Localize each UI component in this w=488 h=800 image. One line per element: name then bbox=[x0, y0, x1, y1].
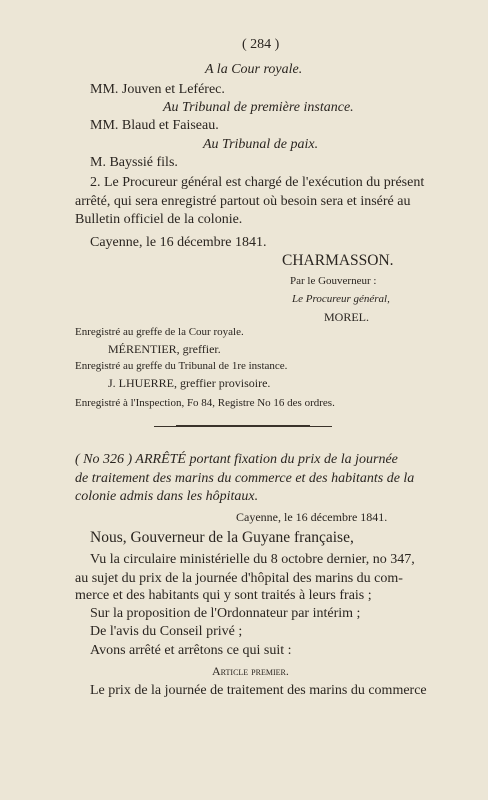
m-peace-name: M. Bayssié fils. bbox=[90, 155, 178, 170]
greffier-merentier: MÉRENTIER, greffier. bbox=[108, 342, 221, 356]
decree-326-title-line-1: ( No 326 ) ARRÊTÉ portant fixation du prix de la journée bbox=[75, 452, 398, 467]
tribunal-peace-label: Au Tribunal de paix. bbox=[203, 137, 319, 152]
decree-325-date: Cayenne, le 16 décembre 1841. bbox=[90, 235, 267, 250]
procureur-title: Le Procureur général, bbox=[292, 293, 390, 305]
vu-line-2: au sujet du prix de la journée d'hôpital des marins du com- bbox=[75, 571, 403, 586]
page-number: ( 284 ) bbox=[242, 37, 280, 52]
article-2-line-1: 2. Le Procureur général est chargé de l'exécution du présent bbox=[90, 175, 425, 190]
procureur-name: MOREL. bbox=[324, 310, 369, 324]
article-premier-heading: Article premier. bbox=[212, 664, 289, 678]
article-2-line-3: Bulletin officiel de la colonie. bbox=[75, 212, 243, 227]
decree-326-title-line-2: de traitement des marins du commerce et des habitants de la bbox=[75, 471, 415, 486]
avons-line: Avons arrêté et arrêtons ce qui suit : bbox=[90, 643, 292, 658]
court-royal-label: A la Cour royale. bbox=[205, 62, 303, 77]
nous-gouverneur: Nous, Gouverneur de la Guyane française, bbox=[90, 529, 354, 546]
registration-tribunal: Enregistré au greffe du Tribunal de 1re instance. bbox=[75, 360, 288, 372]
greffier-lhuerre: J. LHUERRE, greffier provisoire. bbox=[108, 376, 271, 390]
decree-326-title-line-3: colonie admis dans les hôpitaux. bbox=[75, 489, 259, 504]
registration-inspection: Enregistré à l'Inspection, Fo 84, Registre No 16 des ordres. bbox=[75, 397, 335, 409]
article-2-line-2: arrêté, qui sera enregistré partout où besoin sera et inséré au bbox=[75, 194, 411, 209]
section-divider bbox=[176, 425, 310, 427]
tribunal-first-label: Au Tribunal de première instance. bbox=[163, 100, 354, 115]
proposition-line: Sur la proposition de l'Ordonnateur par intérim ; bbox=[90, 606, 361, 621]
decree-326-date: Cayenne, le 16 décembre 1841. bbox=[236, 510, 388, 524]
mm-tribunal-names: MM. Blaud et Faiseau. bbox=[90, 118, 219, 133]
article-1-line-1: Le prix de la journée de traitement des marins du commerce bbox=[90, 683, 427, 698]
vu-line-3: merce et des habitants qui y sont traités à leurs frais ; bbox=[75, 588, 372, 603]
registration-cour-royale: Enregistré au greffe de la Cour royale. bbox=[75, 326, 244, 338]
signatory-name: CHARMASSON. bbox=[282, 252, 394, 269]
par-le-gouverneur: Par le Gouverneur : bbox=[290, 275, 377, 287]
mm-court-names: MM. Jouven et Leférec. bbox=[90, 82, 225, 97]
avis-line: De l'avis du Conseil privé ; bbox=[90, 624, 243, 639]
vu-line-1: Vu la circulaire ministérielle du 8 octobre dernier, no 347, bbox=[90, 552, 415, 567]
